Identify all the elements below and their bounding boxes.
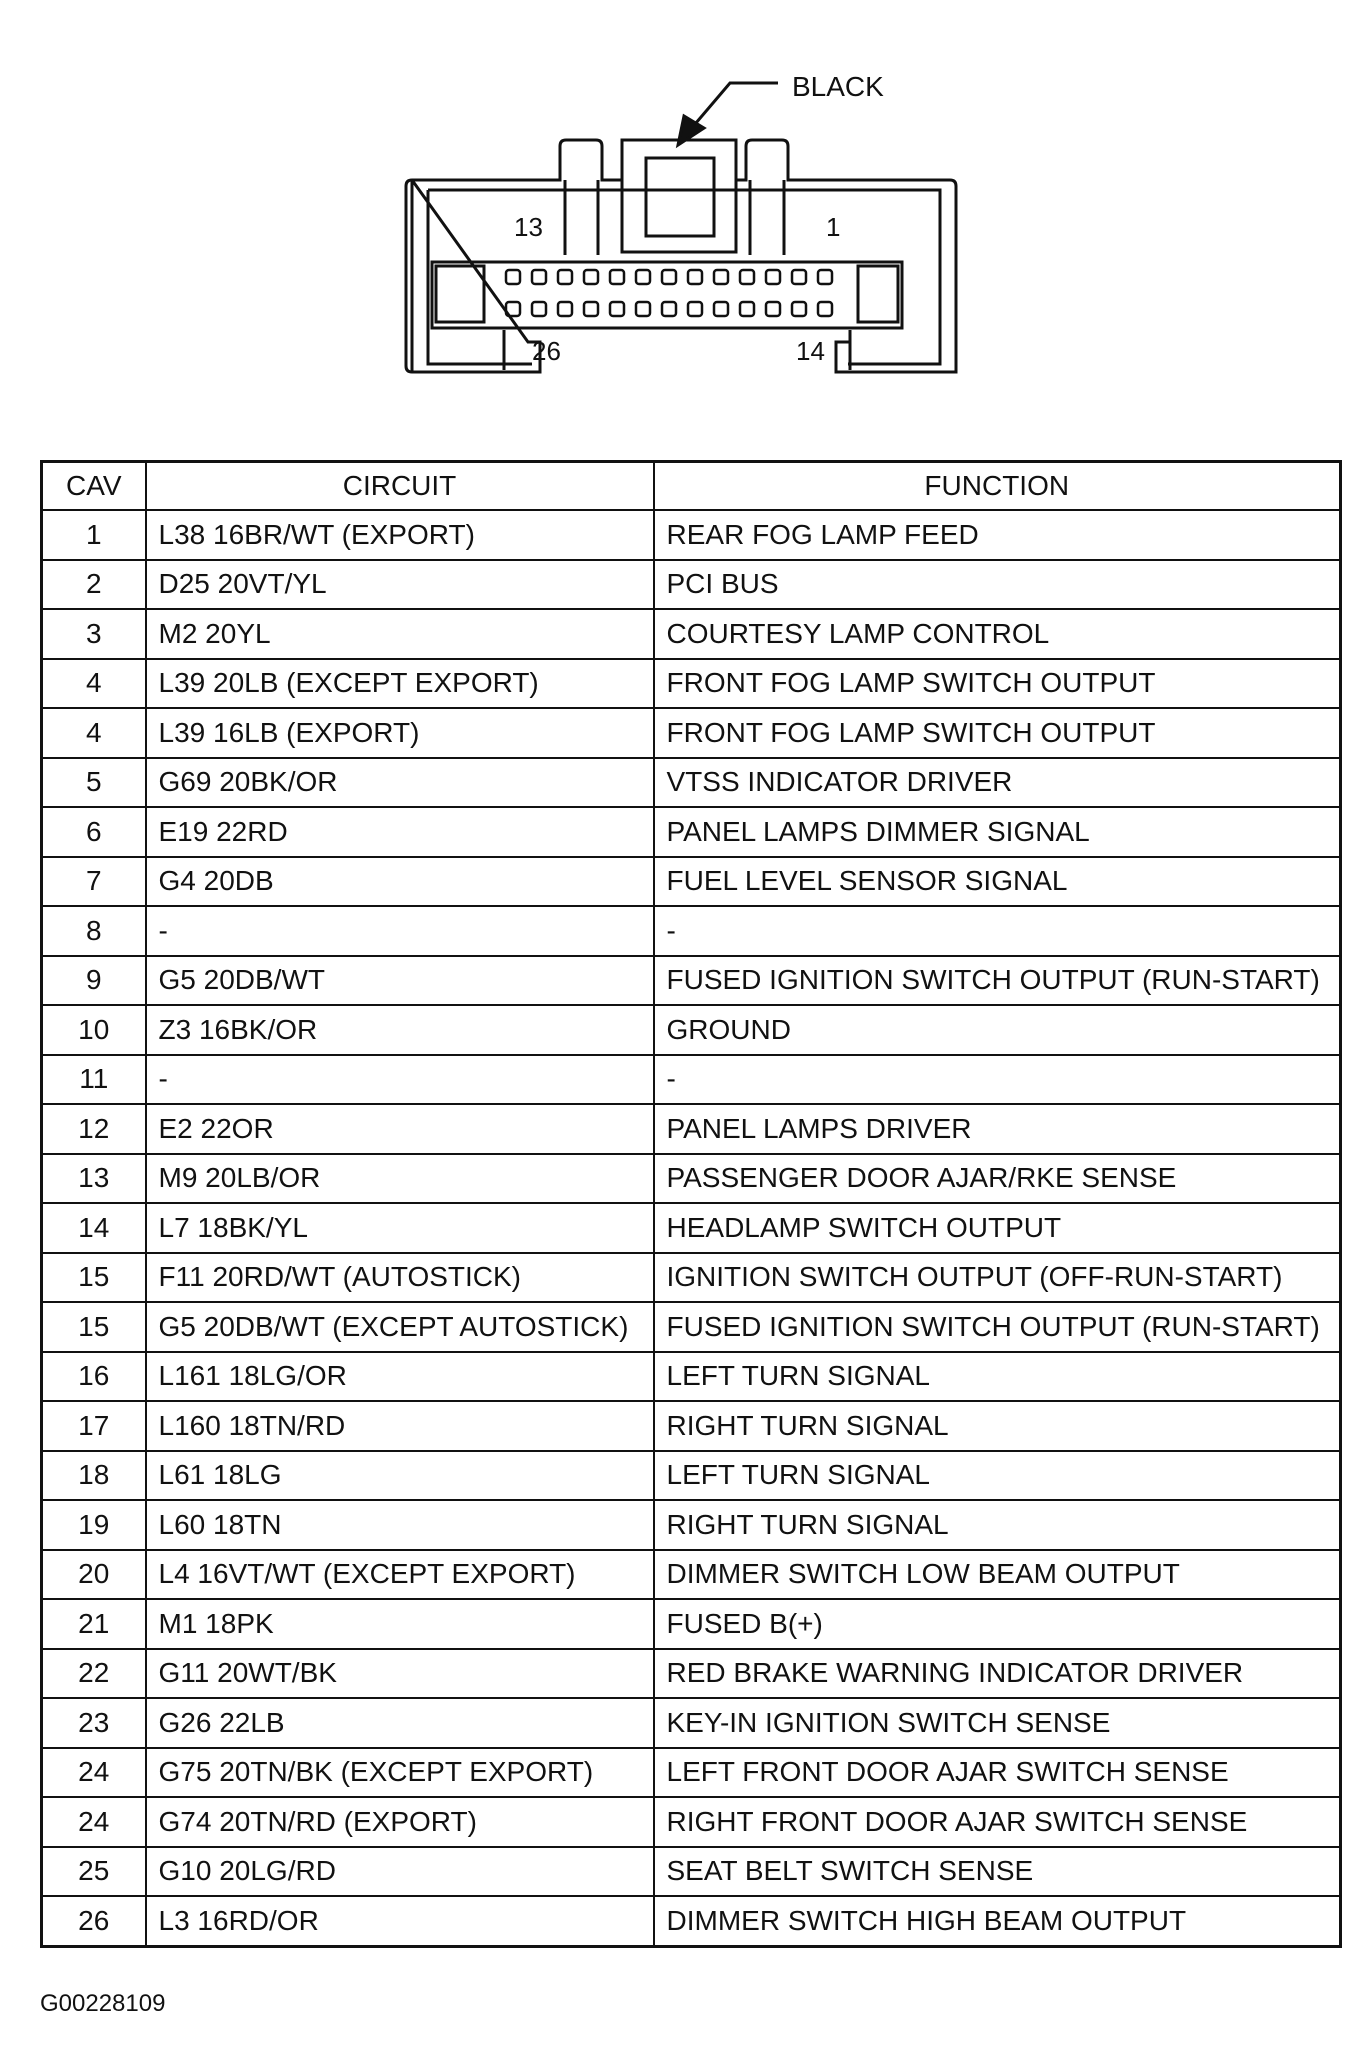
table-row: [42, 1847, 1341, 1897]
table-header-row: [42, 462, 1341, 511]
pin-cavity: [636, 302, 650, 316]
cav-cell: 12: [42, 1104, 146, 1154]
function-cell: LEFT FRONT DOOR AJAR SWITCH SENSE: [654, 1748, 1341, 1798]
function-cell: PASSENGER DOOR AJAR/RKE SENSE: [654, 1154, 1341, 1204]
circuit-cell: G74 20TN/RD (EXPORT): [146, 1797, 654, 1847]
pin-cavity: [506, 270, 520, 284]
table-row: [42, 758, 1341, 808]
circuit-cell: M1 18PK: [146, 1599, 654, 1649]
table-row: [42, 510, 1341, 560]
function-cell: RED BRAKE WARNING INDICATOR DRIVER: [654, 1649, 1341, 1699]
circuit-cell: G69 20BK/OR: [146, 758, 654, 808]
table-row: [42, 807, 1341, 857]
table-row: [42, 1005, 1341, 1055]
function-cell: SEAT BELT SWITCH SENSE: [654, 1847, 1341, 1897]
table-row: [42, 1500, 1341, 1550]
cav-cell: 17: [42, 1401, 146, 1451]
cav-cell: 13: [42, 1154, 146, 1204]
cav-cell: 23: [42, 1698, 146, 1748]
pin-cavity: [818, 270, 832, 284]
header-circuit: CIRCUIT: [146, 462, 654, 511]
pin-cavity: [740, 270, 754, 284]
cav-cell: 4: [42, 708, 146, 758]
table-row: [42, 1698, 1341, 1748]
circuit-cell: M2 20YL: [146, 609, 654, 659]
function-cell: FUEL LEVEL SENSOR SIGNAL: [654, 857, 1341, 907]
circuit-cell: G10 20LG/RD: [146, 1847, 654, 1897]
function-cell: -: [654, 1055, 1341, 1105]
table-row: [42, 609, 1341, 659]
circuit-cell: E19 22RD: [146, 807, 654, 857]
circuit-cell: L39 16LB (EXPORT): [146, 708, 654, 758]
circuit-cell: L38 16BR/WT (EXPORT): [146, 510, 654, 560]
table-row: [42, 1253, 1341, 1303]
table-row: [42, 708, 1341, 758]
connector-color-label: BLACK: [792, 71, 884, 102]
cav-cell: 6: [42, 807, 146, 857]
circuit-cell: G11 20WT/BK: [146, 1649, 654, 1699]
table-row: [42, 1896, 1341, 1946]
cav-cell: 19: [42, 1500, 146, 1550]
cav-cell: 10: [42, 1005, 146, 1055]
table-row: [42, 560, 1341, 610]
table-row: [42, 1203, 1341, 1253]
table-row: [42, 1352, 1341, 1402]
cav-cell: 1: [42, 510, 146, 560]
circuit-cell: G26 22LB: [146, 1698, 654, 1748]
table-row: [42, 857, 1341, 907]
circuit-cell: E2 22OR: [146, 1104, 654, 1154]
cav-cell: 18: [42, 1451, 146, 1501]
cav-cell: 20: [42, 1550, 146, 1600]
circuit-cell: L3 16RD/OR: [146, 1896, 654, 1946]
circuit-cell: G5 20DB/WT: [146, 956, 654, 1006]
function-cell: LEFT TURN SIGNAL: [654, 1352, 1341, 1402]
function-cell: COURTESY LAMP CONTROL: [654, 609, 1341, 659]
label-leader-line: [690, 83, 778, 130]
circuit-cell: L60 18TN: [146, 1500, 654, 1550]
function-cell: -: [654, 906, 1341, 956]
table-row: [42, 906, 1341, 956]
table-row: [42, 1104, 1341, 1154]
table-row: [42, 956, 1341, 1006]
function-cell: KEY-IN IGNITION SWITCH SENSE: [654, 1698, 1341, 1748]
pin-cavity: [610, 302, 624, 316]
pin-label-14: 14: [796, 336, 825, 366]
pin-cavity: [688, 302, 702, 316]
function-cell: GROUND: [654, 1005, 1341, 1055]
cav-cell: 3: [42, 609, 146, 659]
cav-cell: 16: [42, 1352, 146, 1402]
connector-diagram: [0, 0, 1366, 420]
pin-cavity: [792, 270, 806, 284]
pin-cavity: [818, 302, 832, 316]
function-cell: DIMMER SWITCH LOW BEAM OUTPUT: [654, 1550, 1341, 1600]
pin-cavity: [766, 302, 780, 316]
function-cell: FRONT FOG LAMP SWITCH OUTPUT: [654, 708, 1341, 758]
pin-label-13: 13: [514, 212, 543, 242]
function-cell: HEADLAMP SWITCH OUTPUT: [654, 1203, 1341, 1253]
pin-cavity: [558, 270, 572, 284]
circuit-cell: F11 20RD/WT (AUTOSTICK): [146, 1253, 654, 1303]
pin-cavity: [766, 270, 780, 284]
function-cell: FUSED IGNITION SWITCH OUTPUT (RUN-START): [654, 1302, 1341, 1352]
cav-cell: 22: [42, 1649, 146, 1699]
table-row: [42, 1055, 1341, 1105]
cav-cell: 8: [42, 906, 146, 956]
function-cell: PANEL LAMPS DIMMER SIGNAL: [654, 807, 1341, 857]
circuit-cell: Z3 16BK/OR: [146, 1005, 654, 1055]
pin-cavity: [662, 270, 676, 284]
pin-cavity: [558, 302, 572, 316]
header-cav: CAV: [42, 462, 146, 511]
cav-cell: 15: [42, 1253, 146, 1303]
pin-cavity: [662, 302, 676, 316]
pin-cavity: [532, 270, 546, 284]
cav-cell: 9: [42, 956, 146, 1006]
pin-cavity: [792, 302, 806, 316]
function-cell: LEFT TURN SIGNAL: [654, 1451, 1341, 1501]
pin-array: [506, 270, 832, 316]
table-row: [42, 1550, 1341, 1600]
circuit-cell: D25 20VT/YL: [146, 560, 654, 610]
cav-cell: 21: [42, 1599, 146, 1649]
pin-cavity: [584, 302, 598, 316]
pin-cavity: [636, 270, 650, 284]
table-row: [42, 1154, 1341, 1204]
function-cell: FUSED B(+): [654, 1599, 1341, 1649]
function-cell: FUSED IGNITION SWITCH OUTPUT (RUN-START): [654, 956, 1341, 1006]
connector-latch-inner: [646, 158, 714, 236]
cav-cell: 14: [42, 1203, 146, 1253]
circuit-cell: L4 16VT/WT (EXCEPT EXPORT): [146, 1550, 654, 1600]
function-cell: RIGHT FRONT DOOR AJAR SWITCH SENSE: [654, 1797, 1341, 1847]
pin-label-1: 1: [826, 212, 841, 242]
table-row: [42, 1302, 1341, 1352]
cav-cell: 24: [42, 1797, 146, 1847]
function-cell: PANEL LAMPS DRIVER: [654, 1104, 1341, 1154]
pin-cavity: [740, 302, 754, 316]
circuit-cell: M9 20LB/OR: [146, 1154, 654, 1204]
cav-cell: 26: [42, 1896, 146, 1946]
cav-cell: 11: [42, 1055, 146, 1105]
cav-cell: 24: [42, 1748, 146, 1798]
table-row: [42, 1748, 1341, 1798]
cav-cell: 2: [42, 560, 146, 610]
circuit-cell: G5 20DB/WT (EXCEPT AUTOSTICK): [146, 1302, 654, 1352]
table-row: [42, 659, 1341, 709]
table-row: [42, 1451, 1341, 1501]
circuit-cell: L61 18LG: [146, 1451, 654, 1501]
table-row: [42, 1401, 1341, 1451]
circuit-cell: L161 18LG/OR: [146, 1352, 654, 1402]
circuit-cell: L7 18BK/YL: [146, 1203, 654, 1253]
table-row: [42, 1797, 1341, 1847]
table-row: [42, 1599, 1341, 1649]
circuit-cell: G4 20DB: [146, 857, 654, 907]
pin-cavity: [610, 270, 624, 284]
function-cell: RIGHT TURN SIGNAL: [654, 1401, 1341, 1451]
pin-cavity: [714, 302, 728, 316]
connector-housing: [406, 140, 956, 372]
table-row: [42, 1649, 1341, 1699]
circuit-cell: L39 20LB (EXCEPT EXPORT): [146, 659, 654, 709]
function-cell: FRONT FOG LAMP SWITCH OUTPUT: [654, 659, 1341, 709]
pinout-table: [40, 460, 1342, 1948]
left-lock-tab: [436, 266, 484, 322]
cav-cell: 5: [42, 758, 146, 808]
right-lock-tab: [858, 266, 898, 322]
pin-label-26: 26: [532, 336, 561, 366]
circuit-cell: -: [146, 1055, 654, 1105]
pin-cavity: [584, 270, 598, 284]
function-cell: PCI BUS: [654, 560, 1341, 610]
cav-cell: 4: [42, 659, 146, 709]
cav-cell: 7: [42, 857, 146, 907]
function-cell: RIGHT TURN SIGNAL: [654, 1500, 1341, 1550]
cav-cell: 15: [42, 1302, 146, 1352]
circuit-cell: -: [146, 906, 654, 956]
circuit-cell: L160 18TN/RD: [146, 1401, 654, 1451]
pin-cavity: [688, 270, 702, 284]
function-cell: REAR FOG LAMP FEED: [654, 510, 1341, 560]
pin-cavity: [532, 302, 546, 316]
figure-id: G00228109: [40, 1990, 166, 2017]
function-cell: VTSS INDICATOR DRIVER: [654, 758, 1341, 808]
pin-cavity: [714, 270, 728, 284]
function-cell: IGNITION SWITCH OUTPUT (OFF-RUN-START): [654, 1253, 1341, 1303]
cav-cell: 25: [42, 1847, 146, 1897]
header-function: FUNCTION: [654, 462, 1341, 511]
circuit-cell: G75 20TN/BK (EXCEPT EXPORT): [146, 1748, 654, 1798]
function-cell: DIMMER SWITCH HIGH BEAM OUTPUT: [654, 1896, 1341, 1946]
